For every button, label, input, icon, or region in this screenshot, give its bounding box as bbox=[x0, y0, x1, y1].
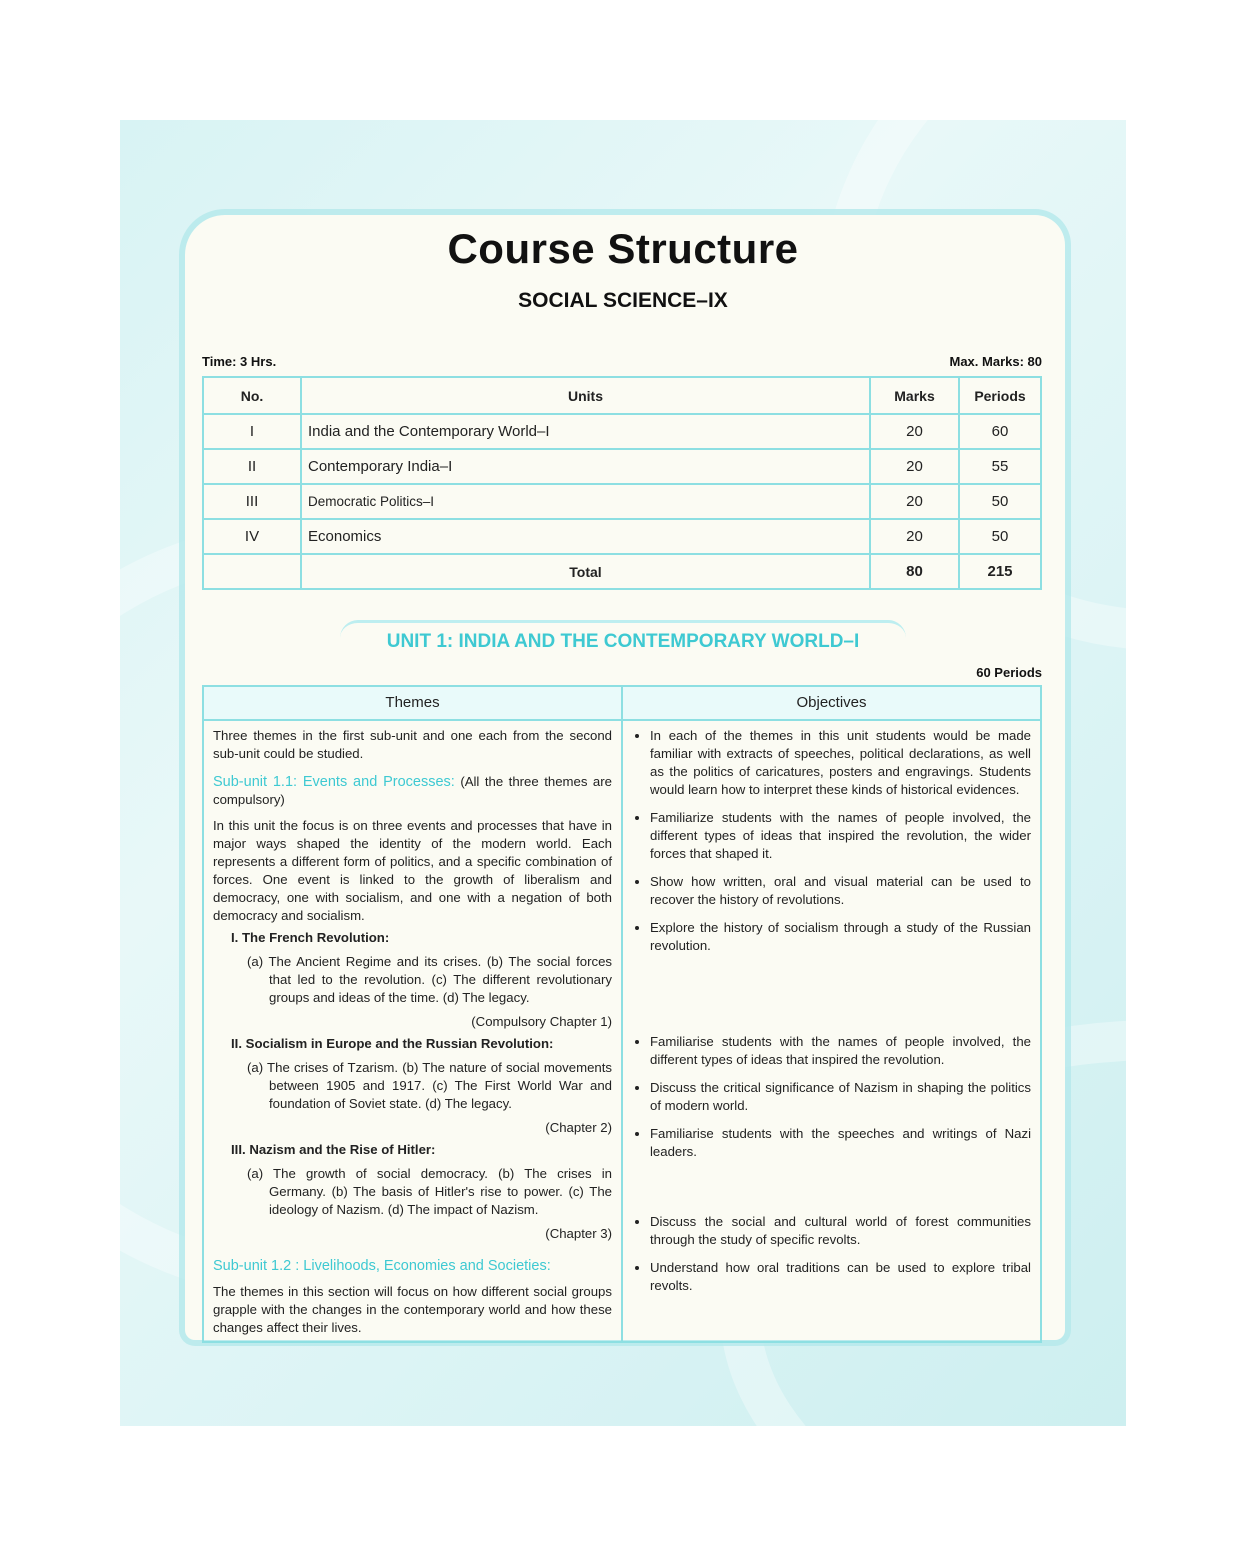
total-label: Total bbox=[301, 554, 870, 589]
subunit-1-heading: Sub-unit 1.1: Events and Processes: bbox=[213, 774, 455, 790]
objectives-list-a bbox=[632, 727, 1031, 955]
list-item: • Familiarise students with the names of people involved, the different types of ideas that inspired the revolution. bbox=[650, 1033, 1031, 1069]
list-item: • Familiarise students with the speeches and writings of Nazi leaders. bbox=[650, 1125, 1031, 1161]
themes-cell bbox=[203, 720, 622, 1342]
topic-1-items: (a) The Ancient Regime and its crises. (b) The social forces that led to the revolution. (c) The different revolutionary groups and ideas of the time. (d) The legacy. bbox=[247, 954, 612, 1005]
row-marks: 20 bbox=[870, 414, 959, 449]
time-label: Time: 3 Hrs. bbox=[202, 354, 277, 369]
header-units: Units bbox=[301, 377, 870, 414]
themes-intro: Three themes in the first sub-unit and one each from the second sub-unit could be studied. bbox=[213, 728, 612, 761]
course-table bbox=[202, 376, 1042, 590]
topic-french-revolution: I. The French Revolution: bbox=[231, 930, 390, 945]
row-no: IV bbox=[203, 519, 301, 554]
list-item: • Familiarize students with the names of people involved, the different types of ideas that inspired the revolution, the wider forces that shaped it. bbox=[650, 809, 1031, 863]
table-header-row bbox=[203, 686, 1041, 720]
header-objectives: Objectives bbox=[622, 686, 1041, 720]
page-subtitle: SOCIAL SCIENCE–IX bbox=[518, 289, 728, 312]
topic-2-items: (a) The crises of Tzarism. (b) The nature of social movements between 1905 and 1917. (c) The First World War and foundation of Soviet state. (d) The legacy. bbox=[247, 1060, 612, 1111]
list-item: • Explore the history of socialism through a study of the Russian revolution. bbox=[650, 919, 1031, 955]
objectives-list-b bbox=[632, 1033, 1031, 1161]
row-unit: India and the Contemporary World–I bbox=[301, 414, 870, 449]
row-unit: Economics bbox=[301, 519, 870, 554]
row-unit: Democratic Politics–I bbox=[301, 484, 870, 519]
total-empty-cell bbox=[203, 554, 301, 589]
list-item: • Understand how oral traditions can be used to explore tribal revolts. bbox=[650, 1259, 1031, 1295]
page-title: Course Structure bbox=[447, 225, 799, 272]
list-item: • Discuss the social and cultural world of forest communities through the study of specific revolts. bbox=[650, 1213, 1031, 1249]
row-no: I bbox=[203, 414, 301, 449]
row-marks: 20 bbox=[870, 519, 959, 554]
list-item: • Discuss the critical significance of Nazism in shaping the politics of modern world. bbox=[650, 1079, 1031, 1115]
row-no: III bbox=[203, 484, 301, 519]
unit-periods: 60 Periods bbox=[976, 665, 1042, 680]
subunit-2-heading: Sub-unit 1.2 : Livelihoods, Economies and Societies: bbox=[213, 1258, 551, 1274]
row-no: II bbox=[203, 449, 301, 484]
header-marks: Marks bbox=[870, 377, 959, 414]
table-row bbox=[203, 720, 1041, 1342]
row-unit: Contemporary India–I bbox=[301, 449, 870, 484]
subunit-1-line bbox=[213, 773, 612, 809]
total-marks: 80 bbox=[870, 554, 959, 589]
table-row bbox=[203, 484, 1041, 519]
row-marks: 20 bbox=[870, 449, 959, 484]
unit-banner: UNIT 1: INDIA AND THE CONTEMPORARY WORLD–I bbox=[340, 620, 906, 659]
total-periods: 215 bbox=[959, 554, 1041, 589]
list-item: • Show how written, oral and visual material can be used to recover the history of revolutions. bbox=[650, 873, 1031, 909]
subunit-1-description: In this unit the focus is on three events and processes that have in major ways shaped the identity of the modern world. Each represents a different form of politics, and a specific combination of forces. One event is linked to the growth of liberalism and democracy, one with socialism, and one with a negation of both democracy and socialism. bbox=[213, 818, 612, 923]
objectives-cell bbox=[622, 720, 1041, 1342]
topic-socialism: II. Socialism in Europe and the Russian Revolution: bbox=[231, 1036, 554, 1051]
max-marks-label: Max. Marks: 80 bbox=[949, 354, 1042, 369]
table-row bbox=[203, 449, 1041, 484]
topic-2-chapter: (Chapter 2) bbox=[545, 1120, 612, 1135]
header-periods: Periods bbox=[959, 377, 1041, 414]
topic-nazism: III. Nazism and the Rise of Hitler: bbox=[231, 1142, 436, 1157]
subunit-1-note: (All the three themes are compulsory) bbox=[213, 774, 612, 807]
topic-3-items: (a) The growth of social democracy. (b) The crises in Germany. (b) The basis of Hitler's rise to power. (c) The ideology of Nazism. (d) The impact of Nazism. bbox=[247, 1166, 612, 1217]
topic-1-chapter: (Compulsory Chapter 1) bbox=[471, 1014, 612, 1029]
objectives-list-c bbox=[632, 1213, 1031, 1295]
list-item: • In each of the themes in this unit students would be made familiar with extracts of speeches, political declarations, as well as the politics of caricatures, posters and engravings. Students would learn how to interpret these kinds of historical evidences. bbox=[650, 727, 1031, 799]
table-row bbox=[203, 519, 1041, 554]
row-marks: 20 bbox=[870, 484, 959, 519]
row-periods: 60 bbox=[959, 414, 1041, 449]
header-no: No. bbox=[203, 377, 301, 414]
subunit-2-description: The themes in this section will focus on how different social groups grapple with the changes in the contemporary world and how these changes affect their lives. bbox=[213, 1284, 612, 1335]
row-periods: 50 bbox=[959, 484, 1041, 519]
table-row bbox=[203, 414, 1041, 449]
table-header-row bbox=[203, 377, 1041, 414]
themes-objectives-table bbox=[202, 685, 1042, 1343]
row-periods: 50 bbox=[959, 519, 1041, 554]
header-themes: Themes bbox=[203, 686, 622, 720]
table-total-row bbox=[203, 554, 1041, 589]
topic-3-chapter: (Chapter 3) bbox=[545, 1226, 612, 1241]
row-periods: 55 bbox=[959, 449, 1041, 484]
